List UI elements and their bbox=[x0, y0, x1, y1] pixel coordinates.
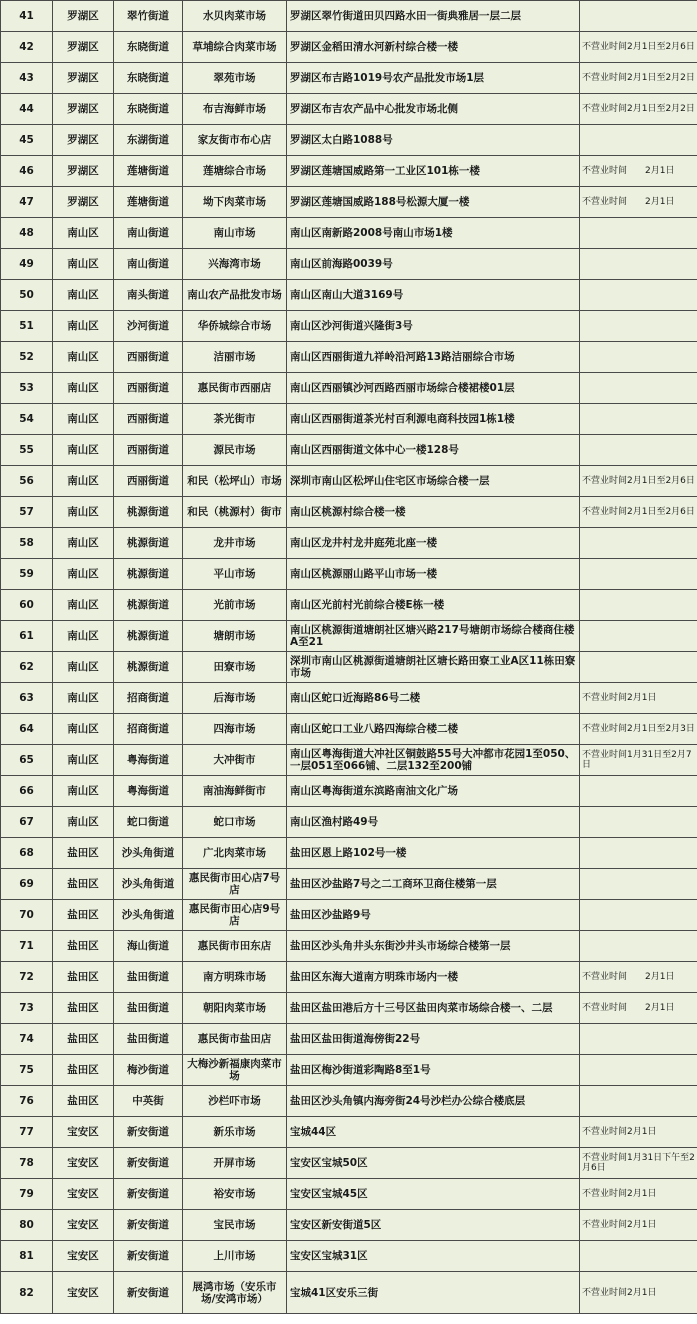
district-cell: 盐田区 bbox=[53, 1024, 114, 1055]
row-number: 45 bbox=[1, 125, 53, 156]
address-cell: 南山区桃源街道塘朗社区塘兴路217号塘朗市场综合楼商住楼A至21 bbox=[287, 621, 580, 652]
address-cell: 盐田区梅沙街道彩陶路8至1号 bbox=[287, 1055, 580, 1086]
row-number: 65 bbox=[1, 745, 53, 776]
market-name-cell: 开屏市场 bbox=[183, 1148, 287, 1179]
row-number: 41 bbox=[1, 1, 53, 32]
row-number: 71 bbox=[1, 931, 53, 962]
address-cell: 盐田区沙头角镇内海旁街24号沙栏办公综合楼底层 bbox=[287, 1086, 580, 1117]
row-number: 75 bbox=[1, 1055, 53, 1086]
market-name-cell: 惠民街市田心店9号店 bbox=[183, 900, 287, 931]
district-cell: 南山区 bbox=[53, 373, 114, 404]
closure-note-cell bbox=[580, 1241, 697, 1272]
market-name-cell: 光前市场 bbox=[183, 590, 287, 621]
market-name-cell: 和民（桃源村）街市 bbox=[183, 497, 287, 528]
market-name-cell: 大冲街市 bbox=[183, 745, 287, 776]
table-row bbox=[1, 342, 697, 373]
street-cell: 莲塘街道 bbox=[114, 156, 183, 187]
market-name-cell: 沙栏吓市场 bbox=[183, 1086, 287, 1117]
address-cell: 罗湖区布吉农产品中心批发市场北侧 bbox=[287, 94, 580, 125]
address-cell: 宝城41区安乐三街 bbox=[287, 1272, 580, 1314]
table-row bbox=[1, 931, 697, 962]
row-number: 66 bbox=[1, 776, 53, 807]
street-cell: 南山街道 bbox=[114, 218, 183, 249]
closure-note-cell bbox=[580, 807, 697, 838]
district-cell: 罗湖区 bbox=[53, 1, 114, 32]
closure-note-cell bbox=[580, 931, 697, 962]
address-cell: 盐田区盐田港后方十三号区盐田肉菜市场综合楼一、二层 bbox=[287, 993, 580, 1024]
district-cell: 罗湖区 bbox=[53, 94, 114, 125]
closure-note-cell: 不营业时间2月1日至2月3日 bbox=[580, 714, 697, 745]
street-cell: 沙头角街道 bbox=[114, 838, 183, 869]
closure-note-cell: 不营业时间1月31日至2月7日 bbox=[580, 745, 697, 776]
street-cell: 桃源街道 bbox=[114, 652, 183, 683]
table-row bbox=[1, 249, 697, 280]
address-cell: 南山区渔村路49号 bbox=[287, 807, 580, 838]
closure-note-cell: 不营业时间 2月1日 bbox=[580, 962, 697, 993]
table-row bbox=[1, 528, 697, 559]
table-row bbox=[1, 1148, 697, 1179]
district-cell: 南山区 bbox=[53, 218, 114, 249]
market-name-cell: 惠民街市田心店7号店 bbox=[183, 869, 287, 900]
table-row bbox=[1, 466, 697, 497]
row-number: 72 bbox=[1, 962, 53, 993]
district-cell: 罗湖区 bbox=[53, 63, 114, 94]
district-cell: 南山区 bbox=[53, 621, 114, 652]
table-row bbox=[1, 900, 697, 931]
street-cell: 桃源街道 bbox=[114, 497, 183, 528]
market-name-cell: 塘朗市场 bbox=[183, 621, 287, 652]
street-cell: 粤海街道 bbox=[114, 745, 183, 776]
closure-note-cell bbox=[580, 311, 697, 342]
street-cell: 沙头角街道 bbox=[114, 869, 183, 900]
table-row bbox=[1, 1241, 697, 1272]
address-cell: 南山区光前村光前综合楼E栋一楼 bbox=[287, 590, 580, 621]
market-name-cell: 水贝肉菜市场 bbox=[183, 1, 287, 32]
address-cell: 罗湖区莲塘国威路188号松源大厦一楼 bbox=[287, 187, 580, 218]
closure-note-cell bbox=[580, 218, 697, 249]
district-cell: 宝安区 bbox=[53, 1179, 114, 1210]
market-name-cell: 家友街市布心店 bbox=[183, 125, 287, 156]
address-cell: 宝城44区 bbox=[287, 1117, 580, 1148]
closure-note-cell: 不营业时间 2月1日 bbox=[580, 993, 697, 1024]
address-cell: 深圳市南山区松坪山住宅区市场综合楼一层 bbox=[287, 466, 580, 497]
row-number: 69 bbox=[1, 869, 53, 900]
district-cell: 盐田区 bbox=[53, 838, 114, 869]
street-cell: 梅沙街道 bbox=[114, 1055, 183, 1086]
address-cell: 南山区沙河街道兴隆街3号 bbox=[287, 311, 580, 342]
table-row bbox=[1, 1210, 697, 1241]
row-number: 44 bbox=[1, 94, 53, 125]
market-name-cell: 广北肉菜市场 bbox=[183, 838, 287, 869]
market-name-cell: 蛇口市场 bbox=[183, 807, 287, 838]
street-cell: 沙头角街道 bbox=[114, 900, 183, 931]
address-cell: 深圳市南山区桃源街道塘朗社区塘长路田寮工业A区11栋田寮市场 bbox=[287, 652, 580, 683]
street-cell: 桃源街道 bbox=[114, 590, 183, 621]
market-name-cell: 莲塘综合市场 bbox=[183, 156, 287, 187]
district-cell: 南山区 bbox=[53, 807, 114, 838]
closure-note-cell: 不营业时间2月1日 bbox=[580, 1117, 697, 1148]
district-cell: 盐田区 bbox=[53, 993, 114, 1024]
table-row bbox=[1, 683, 697, 714]
district-cell: 罗湖区 bbox=[53, 187, 114, 218]
address-cell: 盐田区盐田街道海傍街22号 bbox=[287, 1024, 580, 1055]
street-cell: 西丽街道 bbox=[114, 466, 183, 497]
market-name-cell: 源民市场 bbox=[183, 435, 287, 466]
address-cell: 南山区粤海街道东滨路南油文化广场 bbox=[287, 776, 580, 807]
table-row bbox=[1, 218, 697, 249]
street-cell: 南头街道 bbox=[114, 280, 183, 311]
table-row bbox=[1, 559, 697, 590]
address-cell: 南山区西丽街道茶光村百利源电商科技园1栋1楼 bbox=[287, 404, 580, 435]
address-cell: 南山区南新路2008号南山市场1楼 bbox=[287, 218, 580, 249]
table-row bbox=[1, 187, 697, 218]
table-row bbox=[1, 714, 697, 745]
district-cell: 南山区 bbox=[53, 404, 114, 435]
market-name-cell: 新乐市场 bbox=[183, 1117, 287, 1148]
address-cell: 南山区蛇口工业八路四海综合楼二楼 bbox=[287, 714, 580, 745]
table-row bbox=[1, 869, 697, 900]
row-number: 50 bbox=[1, 280, 53, 311]
street-cell: 桃源街道 bbox=[114, 528, 183, 559]
address-cell: 宝安区宝城31区 bbox=[287, 1241, 580, 1272]
market-name-cell: 裕安市场 bbox=[183, 1179, 287, 1210]
table-row bbox=[1, 1117, 697, 1148]
market-table-body bbox=[1, 1, 697, 1314]
street-cell: 东晓街道 bbox=[114, 32, 183, 63]
row-number: 42 bbox=[1, 32, 53, 63]
closure-note-cell bbox=[580, 1086, 697, 1117]
table-row bbox=[1, 32, 697, 63]
row-number: 64 bbox=[1, 714, 53, 745]
row-number: 48 bbox=[1, 218, 53, 249]
district-cell: 南山区 bbox=[53, 652, 114, 683]
street-cell: 西丽街道 bbox=[114, 373, 183, 404]
address-cell: 盐田区沙头角井头东街沙井头市场综合楼第一层 bbox=[287, 931, 580, 962]
market-name-cell: 惠民街市盐田店 bbox=[183, 1024, 287, 1055]
address-cell: 南山区西丽街道文体中心一楼128号 bbox=[287, 435, 580, 466]
street-cell: 新安街道 bbox=[114, 1241, 183, 1272]
closure-note-cell bbox=[580, 280, 697, 311]
closure-note-cell: 不营业时间2月1日 bbox=[580, 1210, 697, 1241]
address-cell: 南山区南山大道3169号 bbox=[287, 280, 580, 311]
closure-note-cell bbox=[580, 590, 697, 621]
market-name-cell: 四海市场 bbox=[183, 714, 287, 745]
market-name-cell: 翠苑市场 bbox=[183, 63, 287, 94]
address-cell: 南山区桃源村综合楼一楼 bbox=[287, 497, 580, 528]
street-cell: 翠竹街道 bbox=[114, 1, 183, 32]
street-cell: 中英街 bbox=[114, 1086, 183, 1117]
district-cell: 南山区 bbox=[53, 497, 114, 528]
district-cell: 宝安区 bbox=[53, 1148, 114, 1179]
row-number: 43 bbox=[1, 63, 53, 94]
district-cell: 宝安区 bbox=[53, 1241, 114, 1272]
closure-note-cell bbox=[580, 621, 697, 652]
street-cell: 新安街道 bbox=[114, 1179, 183, 1210]
row-number: 79 bbox=[1, 1179, 53, 1210]
district-cell: 南山区 bbox=[53, 714, 114, 745]
address-cell: 南山区龙井村龙井庭苑北座一楼 bbox=[287, 528, 580, 559]
address-cell: 南山区蛇口近海路86号二楼 bbox=[287, 683, 580, 714]
district-cell: 罗湖区 bbox=[53, 32, 114, 63]
district-cell: 南山区 bbox=[53, 559, 114, 590]
address-cell: 盐田区东海大道南方明珠市场内一楼 bbox=[287, 962, 580, 993]
address-cell: 南山区桃源丽山路平山市场一楼 bbox=[287, 559, 580, 590]
address-cell: 罗湖区太白路1088号 bbox=[287, 125, 580, 156]
district-cell: 宝安区 bbox=[53, 1210, 114, 1241]
closure-note-cell bbox=[580, 652, 697, 683]
closure-note-cell bbox=[580, 435, 697, 466]
closure-note-cell: 不营业时间2月1日至2月6日 bbox=[580, 32, 697, 63]
district-cell: 南山区 bbox=[53, 745, 114, 776]
market-name-cell: 平山市场 bbox=[183, 559, 287, 590]
table-row bbox=[1, 373, 697, 404]
closure-note-cell bbox=[580, 373, 697, 404]
table-row bbox=[1, 404, 697, 435]
market-name-cell: 大梅沙新福康肉菜市场 bbox=[183, 1055, 287, 1086]
row-number: 73 bbox=[1, 993, 53, 1024]
table-row bbox=[1, 311, 697, 342]
street-cell: 海山街道 bbox=[114, 931, 183, 962]
closure-note-cell bbox=[580, 249, 697, 280]
closure-note-cell: 不营业时间 2月1日 bbox=[580, 156, 697, 187]
closure-note-cell bbox=[580, 559, 697, 590]
address-cell: 南山区西丽街道九祥岭沿河路13路洁丽综合市场 bbox=[287, 342, 580, 373]
table-row bbox=[1, 435, 697, 466]
market-name-cell: 龙井市场 bbox=[183, 528, 287, 559]
district-cell: 南山区 bbox=[53, 280, 114, 311]
district-cell: 南山区 bbox=[53, 249, 114, 280]
street-cell: 盐田街道 bbox=[114, 962, 183, 993]
street-cell: 桃源街道 bbox=[114, 559, 183, 590]
table-row bbox=[1, 1086, 697, 1117]
row-number: 63 bbox=[1, 683, 53, 714]
address-cell: 盐田区沙盐路7号之二工商环卫商住楼第一层 bbox=[287, 869, 580, 900]
row-number: 78 bbox=[1, 1148, 53, 1179]
market-name-cell: 布吉海鲜市场 bbox=[183, 94, 287, 125]
market-name-cell: 华侨城综合市场 bbox=[183, 311, 287, 342]
street-cell: 东晓街道 bbox=[114, 94, 183, 125]
address-cell: 宝安区宝城45区 bbox=[287, 1179, 580, 1210]
table-row bbox=[1, 807, 697, 838]
market-name-cell: 上川市场 bbox=[183, 1241, 287, 1272]
table-row bbox=[1, 156, 697, 187]
row-number: 56 bbox=[1, 466, 53, 497]
table-row bbox=[1, 590, 697, 621]
market-name-cell: 朝阳肉菜市场 bbox=[183, 993, 287, 1024]
street-cell: 新安街道 bbox=[114, 1148, 183, 1179]
street-cell: 西丽街道 bbox=[114, 435, 183, 466]
table-row bbox=[1, 125, 697, 156]
address-cell: 罗湖区金稻田清水河新村综合楼一楼 bbox=[287, 32, 580, 63]
district-cell: 盐田区 bbox=[53, 869, 114, 900]
address-cell: 罗湖区莲塘国威路第一工业区101栋一楼 bbox=[287, 156, 580, 187]
closure-note-cell bbox=[580, 1, 697, 32]
market-name-cell: 南山农产品批发市场 bbox=[183, 280, 287, 311]
table-row bbox=[1, 1, 697, 32]
street-cell: 粤海街道 bbox=[114, 776, 183, 807]
closure-note-cell: 不营业时间 2月1日 bbox=[580, 187, 697, 218]
row-number: 81 bbox=[1, 1241, 53, 1272]
closure-note-cell bbox=[580, 1024, 697, 1055]
table-row bbox=[1, 621, 697, 652]
closure-note-cell bbox=[580, 776, 697, 807]
street-cell: 新安街道 bbox=[114, 1117, 183, 1148]
district-cell: 宝安区 bbox=[53, 1272, 114, 1314]
district-cell: 宝安区 bbox=[53, 1117, 114, 1148]
row-number: 57 bbox=[1, 497, 53, 528]
district-cell: 盐田区 bbox=[53, 931, 114, 962]
market-name-cell: 惠民街市西丽店 bbox=[183, 373, 287, 404]
address-cell: 罗湖区布吉路1019号农产品批发市场1层 bbox=[287, 63, 580, 94]
closure-note-cell: 不营业时间2月1日 bbox=[580, 1272, 697, 1314]
address-cell: 盐田区恩上路102号一楼 bbox=[287, 838, 580, 869]
table-row bbox=[1, 1024, 697, 1055]
address-cell: 盐田区沙盐路9号 bbox=[287, 900, 580, 931]
market-name-cell: 兴海湾市场 bbox=[183, 249, 287, 280]
row-number: 55 bbox=[1, 435, 53, 466]
row-number: 61 bbox=[1, 621, 53, 652]
row-number: 51 bbox=[1, 311, 53, 342]
table-row bbox=[1, 94, 697, 125]
address-cell: 南山区前海路0039号 bbox=[287, 249, 580, 280]
district-cell: 南山区 bbox=[53, 683, 114, 714]
market-name-cell: 惠民街市田东店 bbox=[183, 931, 287, 962]
closure-note-cell bbox=[580, 404, 697, 435]
row-number: 80 bbox=[1, 1210, 53, 1241]
table-row bbox=[1, 280, 697, 311]
row-number: 68 bbox=[1, 838, 53, 869]
table-row bbox=[1, 652, 697, 683]
table-row bbox=[1, 962, 697, 993]
street-cell: 招商街道 bbox=[114, 683, 183, 714]
street-cell: 新安街道 bbox=[114, 1272, 183, 1314]
table-row bbox=[1, 497, 697, 528]
closure-note-cell bbox=[580, 900, 697, 931]
address-cell: 罗湖区翠竹街道田贝四路水田一街典雅居一层二层 bbox=[287, 1, 580, 32]
table-row bbox=[1, 1272, 697, 1314]
street-cell: 新安街道 bbox=[114, 1210, 183, 1241]
row-number: 62 bbox=[1, 652, 53, 683]
row-number: 67 bbox=[1, 807, 53, 838]
street-cell: 西丽街道 bbox=[114, 342, 183, 373]
table-row bbox=[1, 993, 697, 1024]
closure-note-cell: 不营业时间2月1日至2月2日 bbox=[580, 94, 697, 125]
closure-note-cell: 不营业时间2月1日至2月6日 bbox=[580, 497, 697, 528]
district-cell: 罗湖区 bbox=[53, 125, 114, 156]
address-cell: 宝安区新安街道5区 bbox=[287, 1210, 580, 1241]
row-number: 82 bbox=[1, 1272, 53, 1314]
market-name-cell: 和民（松坪山）市场 bbox=[183, 466, 287, 497]
street-cell: 盐田街道 bbox=[114, 1024, 183, 1055]
street-cell: 沙河街道 bbox=[114, 311, 183, 342]
row-number: 60 bbox=[1, 590, 53, 621]
district-cell: 盐田区 bbox=[53, 1086, 114, 1117]
district-cell: 南山区 bbox=[53, 776, 114, 807]
district-cell: 罗湖区 bbox=[53, 156, 114, 187]
address-cell: 宝安区宝城50区 bbox=[287, 1148, 580, 1179]
closure-note-cell bbox=[580, 342, 697, 373]
table-row bbox=[1, 1179, 697, 1210]
street-cell: 桃源街道 bbox=[114, 621, 183, 652]
row-number: 58 bbox=[1, 528, 53, 559]
district-cell: 盐田区 bbox=[53, 900, 114, 931]
closure-note-cell: 不营业时间2月1日至2月2日 bbox=[580, 63, 697, 94]
closure-note-cell: 不营业时间1月31日下午至2月6日 bbox=[580, 1148, 697, 1179]
row-number: 59 bbox=[1, 559, 53, 590]
table-row bbox=[1, 838, 697, 869]
closure-note-cell bbox=[580, 1055, 697, 1086]
district-cell: 南山区 bbox=[53, 311, 114, 342]
table-row bbox=[1, 63, 697, 94]
closure-note-cell: 不营业时间2月1日至2月6日 bbox=[580, 466, 697, 497]
district-cell: 南山区 bbox=[53, 466, 114, 497]
row-number: 52 bbox=[1, 342, 53, 373]
street-cell: 盐田街道 bbox=[114, 993, 183, 1024]
market-name-cell: 南山市场 bbox=[183, 218, 287, 249]
street-cell: 莲塘街道 bbox=[114, 187, 183, 218]
closure-note-cell: 不营业时间2月1日 bbox=[580, 683, 697, 714]
row-number: 70 bbox=[1, 900, 53, 931]
row-number: 77 bbox=[1, 1117, 53, 1148]
market-name-cell: 洁丽市场 bbox=[183, 342, 287, 373]
market-name-cell: 田寮市场 bbox=[183, 652, 287, 683]
district-cell: 南山区 bbox=[53, 528, 114, 559]
street-cell: 蛇口街道 bbox=[114, 807, 183, 838]
table-row bbox=[1, 776, 697, 807]
district-cell: 盐田区 bbox=[53, 1055, 114, 1086]
closure-note-cell bbox=[580, 838, 697, 869]
district-cell: 南山区 bbox=[53, 590, 114, 621]
closure-note-cell bbox=[580, 125, 697, 156]
table-row bbox=[1, 1055, 697, 1086]
district-cell: 南山区 bbox=[53, 435, 114, 466]
address-cell: 南山区粤海街道大冲社区铜鼓路55号大冲都市花园1至050、一层051至066铺、二层132至200铺 bbox=[287, 745, 580, 776]
district-cell: 盐田区 bbox=[53, 962, 114, 993]
row-number: 54 bbox=[1, 404, 53, 435]
street-cell: 招商街道 bbox=[114, 714, 183, 745]
market-name-cell: 坳下肉菜市场 bbox=[183, 187, 287, 218]
table-row bbox=[1, 745, 697, 776]
market-name-cell: 南方明珠市场 bbox=[183, 962, 287, 993]
closure-note-cell bbox=[580, 528, 697, 559]
row-number: 53 bbox=[1, 373, 53, 404]
row-number: 76 bbox=[1, 1086, 53, 1117]
market-name-cell: 南油海鲜街市 bbox=[183, 776, 287, 807]
row-number: 49 bbox=[1, 249, 53, 280]
market-name-cell: 草埔综合肉菜市场 bbox=[183, 32, 287, 63]
market-name-cell: 茶光街市 bbox=[183, 404, 287, 435]
closure-note-cell bbox=[580, 869, 697, 900]
row-number: 46 bbox=[1, 156, 53, 187]
street-cell: 东湖街道 bbox=[114, 125, 183, 156]
row-number: 74 bbox=[1, 1024, 53, 1055]
closure-note-cell: 不营业时间2月1日 bbox=[580, 1179, 697, 1210]
district-cell: 南山区 bbox=[53, 342, 114, 373]
street-cell: 东晓街道 bbox=[114, 63, 183, 94]
market-name-cell: 后海市场 bbox=[183, 683, 287, 714]
market-name-cell: 宝民市场 bbox=[183, 1210, 287, 1241]
market-name-cell: 展鸿市场（安乐市场/安鸿市场） bbox=[183, 1272, 287, 1314]
address-cell: 南山区西丽镇沙河西路西丽市场综合楼裙楼01层 bbox=[287, 373, 580, 404]
street-cell: 南山街道 bbox=[114, 249, 183, 280]
street-cell: 西丽街道 bbox=[114, 404, 183, 435]
row-number: 47 bbox=[1, 187, 53, 218]
